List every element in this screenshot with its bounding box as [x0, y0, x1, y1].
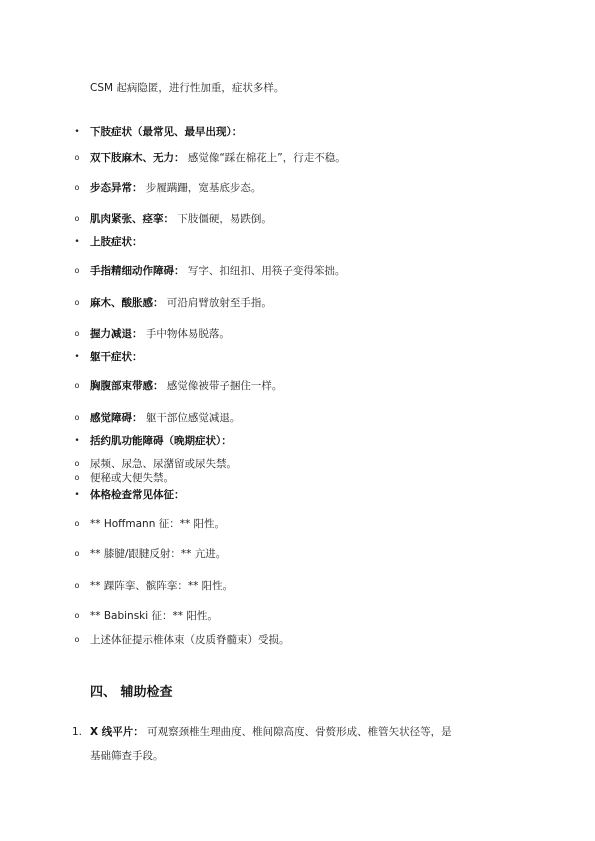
section-heading: 四、 辅助检查: [90, 685, 173, 700]
item-label: 体格检查常见体征：: [90, 489, 185, 501]
list-item: [90, 488, 185, 502]
intro-paragraph: CSM 起病隐匿，进行性加重，症状多样。: [90, 82, 285, 94]
sub-bullet-marker: o: [74, 459, 80, 468]
bullet-marker: •: [74, 436, 80, 446]
item-text: 写字、扣纽扣、用筷子变得笨拙。: [187, 265, 346, 277]
sub-list-item: [90, 181, 261, 195]
bullet-marker: •: [74, 127, 80, 137]
sub-bullet-marker: o: [74, 381, 80, 390]
item-text: 上述体征提示椎体束（皮质脊髓束）受损。: [90, 634, 290, 646]
item-label: 手指精细动作障碍：: [90, 265, 185, 277]
numbered-item-line1: [90, 725, 452, 739]
sub-list-item: [90, 579, 233, 593]
sub-list-item: [90, 633, 290, 647]
numbered-item-label: X 线平片：: [90, 726, 144, 738]
item-text: 感觉像“踩在棉花上”，行走不稳。: [187, 152, 346, 164]
item-text: 感觉像被带子捆住一样。: [166, 380, 283, 392]
numbered-item-line2: 基础筛查手段。: [90, 750, 164, 762]
item-label: 步态异常：: [90, 182, 143, 194]
sub-bullet-marker: o: [74, 329, 80, 338]
sub-list-item: [90, 609, 218, 623]
item-text: ** Babinski 征：** 阳性。: [90, 610, 218, 622]
sub-list-item: [90, 411, 240, 425]
list-item: [90, 235, 143, 249]
bullet-marker: •: [74, 352, 80, 362]
item-label: 上肢症状：: [90, 236, 143, 248]
sub-bullet-marker: o: [74, 214, 80, 223]
bullet-marker: •: [74, 490, 80, 500]
item-text: 下肢僵硬，易跌倒。: [177, 213, 272, 225]
sub-bullet-marker: o: [74, 611, 80, 620]
sub-list-item: [90, 327, 230, 341]
sub-list-item: [90, 264, 345, 278]
sub-list-item: [90, 517, 225, 531]
item-label: 感觉障碍：: [90, 412, 143, 424]
numbered-item-number: 1.: [72, 726, 83, 738]
bullet-marker: •: [74, 237, 80, 247]
sub-bullet-marker: o: [74, 473, 80, 482]
sub-bullet-marker: o: [74, 519, 80, 528]
item-label: 括约肌功能障碍（晚期症状）：: [90, 435, 232, 447]
sub-list-item: [90, 547, 226, 561]
sub-bullet-marker: o: [74, 635, 80, 644]
list-item: [90, 125, 242, 139]
item-text: 手中物体易脱落。: [145, 328, 230, 340]
item-text: 躯干部位感觉减退。: [145, 412, 241, 424]
list-item: [90, 350, 143, 364]
sub-bullet-marker: o: [74, 183, 80, 192]
item-text: ** 膝腱/跟腱反射：** 亢进。: [90, 548, 227, 560]
item-label: 肌肉紧张、痉挛：: [90, 213, 174, 225]
numbered-item-text: 可观察颈椎生理曲度、椎间隙高度、骨赘形成、椎管矢状径等，是: [147, 726, 452, 738]
item-label: 握力减退：: [90, 328, 143, 340]
sub-list-item: [90, 471, 174, 485]
sub-list-item: [90, 151, 346, 165]
item-text: 便秘或大便失禁。: [90, 472, 174, 484]
sub-list-item: [90, 457, 237, 471]
item-text: 步履蹒跚，宽基底步态。: [145, 182, 262, 194]
sub-bullet-marker: o: [74, 298, 80, 307]
sub-list-item: [90, 379, 282, 393]
sub-bullet-marker: o: [74, 581, 80, 590]
item-label: 下肢症状（最常见、最早出现）：: [90, 126, 243, 138]
sub-bullet-marker: o: [74, 549, 80, 558]
item-text: ** Hoffmann 征：** 阳性。: [90, 518, 226, 530]
list-item: [90, 434, 232, 448]
item-text: 尿频、尿急、尿潴留或尿失禁。: [90, 458, 237, 470]
sub-list-item: [90, 212, 272, 226]
item-label: 麻木、酸胀感：: [90, 297, 164, 309]
sub-bullet-marker: o: [74, 153, 80, 162]
item-label: 躯干症状：: [90, 351, 143, 363]
item-text: ** 踝阵挛、髌阵挛：** 阳性。: [90, 580, 234, 592]
item-text: 可沿肩臂放射至手指。: [166, 297, 272, 309]
item-label: 双下肢麻木、无力：: [90, 152, 185, 164]
item-label: 胸腹部束带感：: [90, 380, 164, 392]
sub-list-item: [90, 296, 272, 310]
sub-bullet-marker: o: [74, 413, 80, 422]
sub-bullet-marker: o: [74, 266, 80, 275]
